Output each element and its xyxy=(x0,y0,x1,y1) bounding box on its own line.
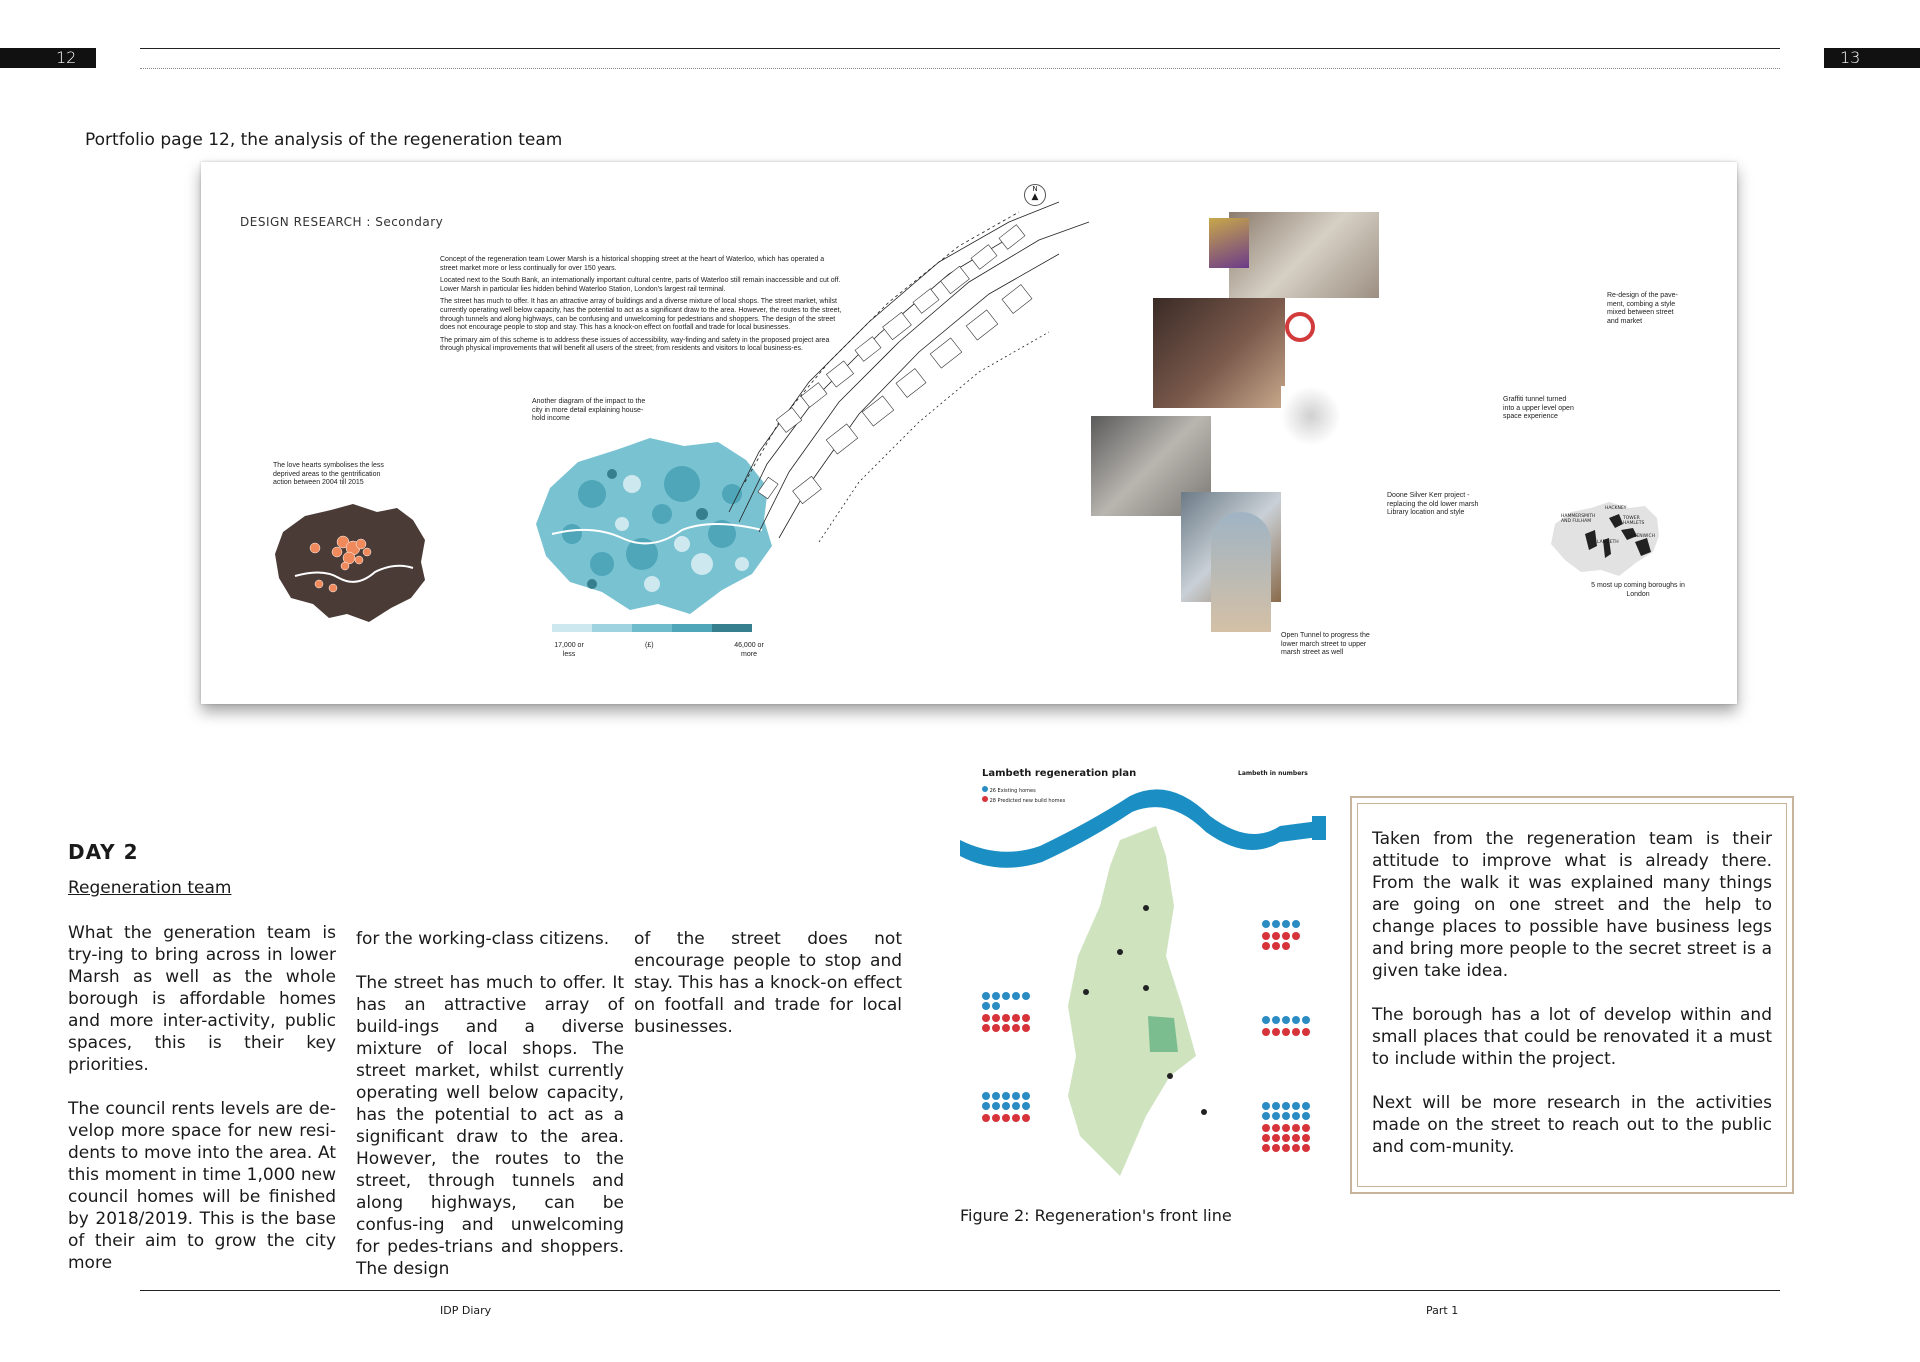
commentary-paragraph: Taken from the regeneration team is their attitude to improve what is already there. From the walk it was explained many things are going on one street and the help to change places to possible have business legs and bring more people to the secret street is a given take idea. xyxy=(1372,829,1772,981)
paragraph: for the working-class citizens. xyxy=(356,929,610,949)
note-doone: Doone Silver Kerr project - replacing the old lower marsh Library location and style xyxy=(1387,492,1479,517)
text-column-1 xyxy=(68,922,336,1296)
footer-left: IDP Diary xyxy=(440,1304,492,1317)
borough-label-hammersmith: HAMMERSMITH AND FULHAM xyxy=(1561,514,1596,524)
hearts-note: The love hearts symbolises the less deprived areas to the gentrification action between 2004 till 2015 xyxy=(273,462,384,487)
legend-new-label: 28 Predicted new build homes xyxy=(989,798,1066,804)
paragraph: The council rents levels are de-velop more space for new resi-dents to move into the area. At this moment in time 1,000 new council homes will be finished by 2018/2019. This is the base of their aim to grow the city more xyxy=(68,1099,336,1273)
concept-paragraph: Located next to the South Bank, an internationally important cultural centre, parts of Waterloo still remain inaccessible and cut off. Lower Marsh in particular lies hidden behind Waterloo Station, London's largest rail terminal. xyxy=(440,277,841,293)
photo-crowd xyxy=(1281,386,1341,446)
figure-stats-title: Lambeth in numbers xyxy=(1238,770,1308,777)
figure-caption: Figure 2: Regeneration's front line xyxy=(960,1206,1232,1225)
concept-paragraph: The primary aim of this scheme is to address these issues of accessibility, way-finding and safety in the proposed project area through physical improvements that will benefit all users of the street; from residents and visitors to local business-es. xyxy=(440,336,830,353)
concept-paragraph: Concept of the regeneration team Lower Marsh is a historical shopping street at the heart of Waterloo, which has operated a street market more or less continually for over 150 years. xyxy=(440,256,825,272)
right-page-number: 13 xyxy=(1840,48,1861,67)
lambeth-figure xyxy=(960,756,1326,1204)
lambeth-map xyxy=(960,756,1326,1204)
income-note: Another diagram of the impact to the city in more detail explaining house-hold income xyxy=(532,398,646,423)
paragraph: of the street does not encourage people to stop and stay. This has a knock-on effect on footfall and trade for local businesses. xyxy=(634,929,902,1037)
borough-label-greenwich: GREENWICH xyxy=(1627,534,1655,539)
day-heading: DAY 2 xyxy=(68,840,139,864)
header-rule xyxy=(140,48,1780,49)
photo-open-tunnel-arch xyxy=(1211,512,1271,632)
legend-low: 17,000 or less xyxy=(554,642,584,658)
street-plan-drawing xyxy=(719,182,1099,552)
footer-right: Part 1 xyxy=(1426,1304,1459,1317)
legend-swatch xyxy=(672,624,712,632)
north-compass-icon: N ▲ xyxy=(1024,184,1046,206)
paragraph: What the generation team is try-ing to bring across in lower Marsh as well as the whole borough is affordable homes and more inter-activity, public spaces, this is their key priorities. xyxy=(68,923,336,1075)
commentary-paragraph: Next will be more research in the activities made on the street to reach out to the public and com-munity. xyxy=(1372,1093,1772,1157)
portfolio-page-card xyxy=(201,162,1737,704)
note-tunnel: Open Tunnel to progress the lower march street to upper marsh street as well xyxy=(1281,632,1370,657)
borough-label-tower-hamlets: TOWER HAMLETS xyxy=(1623,516,1645,526)
boroughs-map xyxy=(1547,500,1661,578)
day-subheading: Regeneration team xyxy=(68,878,232,898)
legend-swatch xyxy=(592,624,632,632)
photo-underground-sign xyxy=(1285,312,1315,342)
legend-mid: (£) xyxy=(645,642,654,649)
boroughs-caption: 5 most up coming boroughs in London xyxy=(1591,582,1685,598)
paragraph: The street has much to offer. It has an attractive array of build-ings and a diverse mixture of local shops. The street market, whilst currently operating well below capacity, has the potential to act as a significant draw to the area. However, the routes to the street, through tunnels and along highways, can be confus-ing and unwelcoming for pedes-trians and shoppers. The design xyxy=(356,973,624,1279)
left-page-number: 12 xyxy=(56,48,77,67)
note-graffiti: Graffiti tunnel turned into a upper level open space experience xyxy=(1503,396,1574,421)
legend-existing-label: 26 Existing homes xyxy=(989,788,1036,794)
text-column-3 xyxy=(634,928,902,1060)
footer-rule xyxy=(140,1290,1780,1291)
legend-high: 46,000 or more xyxy=(734,642,764,658)
legend-swatch xyxy=(552,624,592,632)
hearts-map xyxy=(273,502,429,624)
portfolio-caption: Portfolio page 12, the analysis of the regeneration team xyxy=(85,130,563,150)
photo-pavement xyxy=(1229,212,1379,298)
concept-paragraph: The street has much to offer. It has an attractive array of buildings and a diverse mixture of local shops. The street market, whilst currently operating well below capacity, has the potential to act as a significant draw to the area. However, the routes to the street, through tunnels and along highways, can be confusing and unwelcoming for pedestrians and shoppers. The design of the street does not encourage people to stop and stay. This has a knock-on effect on footfall and trade for local businesses. xyxy=(440,298,842,332)
figure-title: Lambeth regeneration plan xyxy=(982,768,1137,779)
commentary-inner-frame xyxy=(1357,803,1787,1187)
borough-label-lambeth: LAMBETH xyxy=(1597,540,1619,545)
header-dotted-rule xyxy=(140,68,1780,69)
commentary-paragraph: The borough has a lot of develop within and small places that could be renovated it a must to include within the project. xyxy=(1372,1005,1772,1069)
right-page-number-bar xyxy=(1824,48,1920,68)
borough-label-hackney: HACKNEY xyxy=(1605,506,1627,511)
card-title: DESIGN RESEARCH : Secondary xyxy=(240,215,444,229)
text-column-2 xyxy=(356,928,624,1302)
photo-pavement-inset xyxy=(1209,218,1249,268)
note-pavement: Re-design of the pave-ment, combing a style mixed between street and market xyxy=(1607,292,1678,325)
commentary-box xyxy=(1350,796,1794,1194)
legend-swatch xyxy=(712,624,752,632)
left-page-number-bar xyxy=(0,48,96,68)
legend-swatch xyxy=(632,624,672,632)
income-legend xyxy=(552,624,752,632)
photo-graffiti-tunnel xyxy=(1153,298,1285,408)
